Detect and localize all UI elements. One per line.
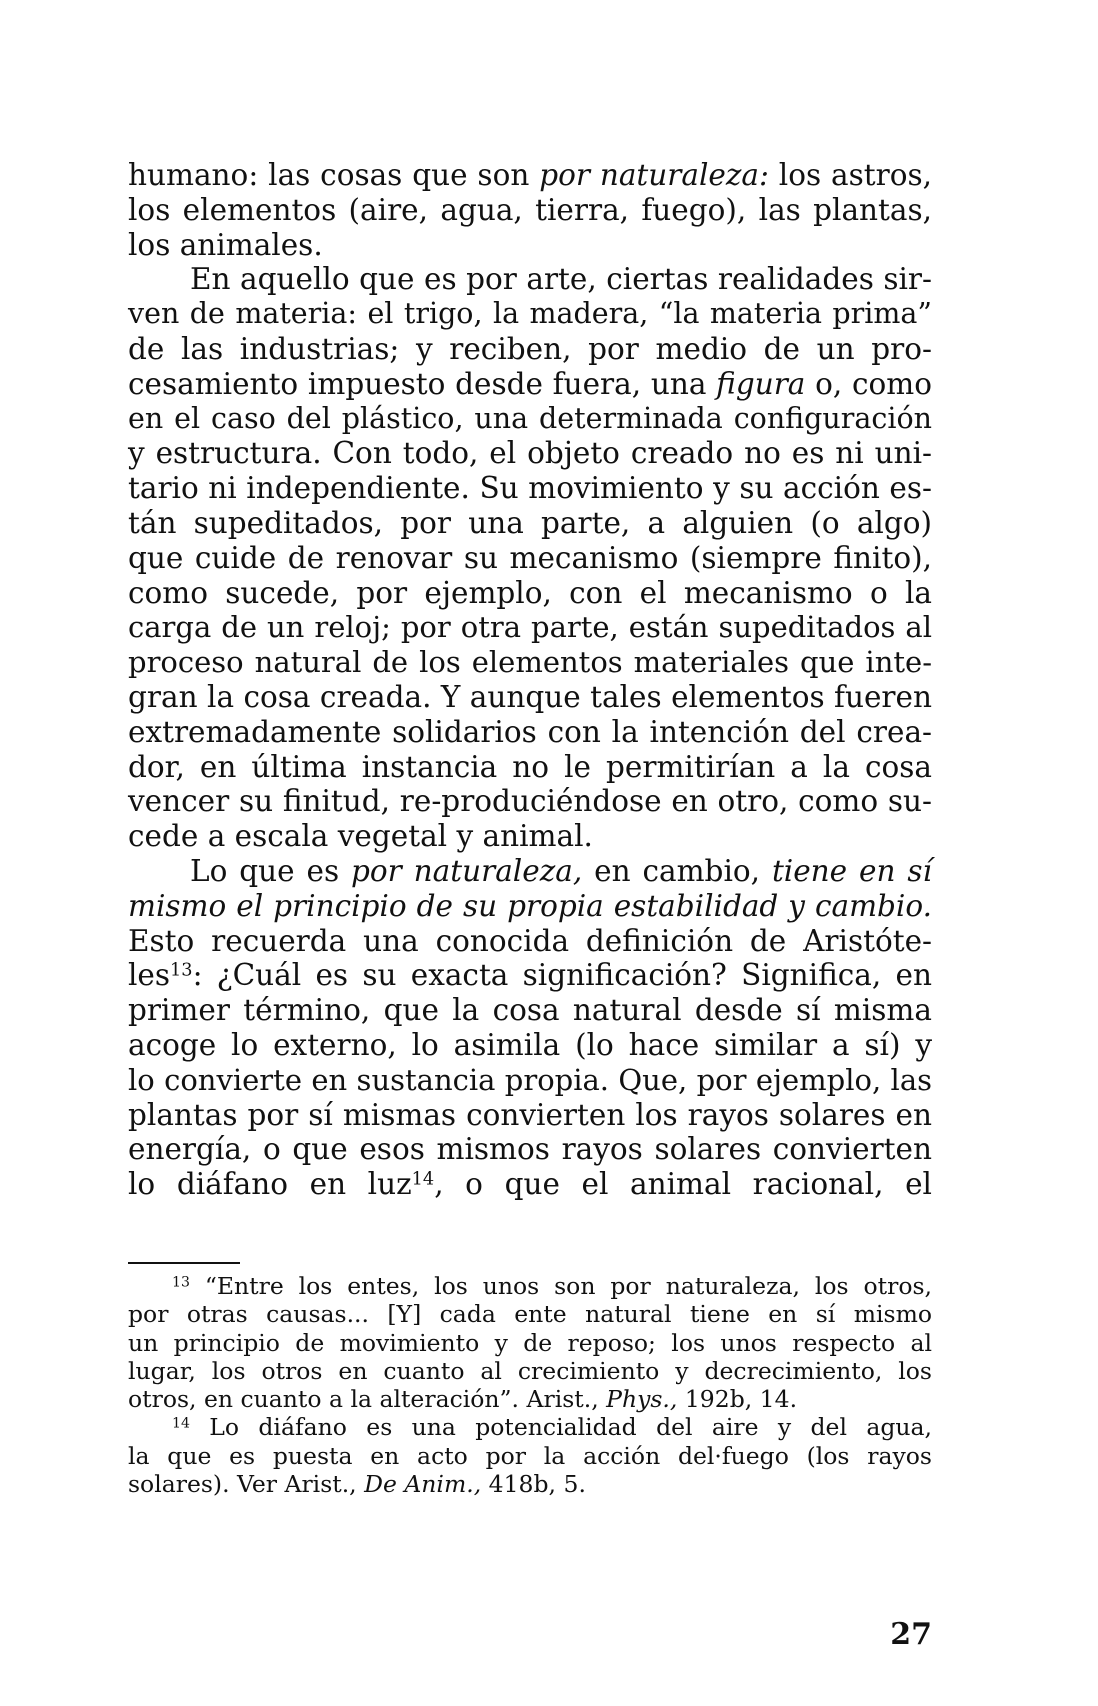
body-line <box>128 1132 932 1167</box>
text-segment: ven de materia: el trigo, la madera, “la materia prima” <box>128 297 932 331</box>
text-segment: lugar, los otros en cuanto al crecimiento y decrecimiento, los <box>128 1356 932 1385</box>
body-line <box>128 471 932 506</box>
footnote-separator-rule <box>128 1262 240 1264</box>
body-line <box>128 193 932 228</box>
text-segment: lo convierte en sustancia propia. Que, por ejemplo, las <box>128 1062 932 1097</box>
text-segment: en cambio, <box>582 853 772 888</box>
italic-text: por naturaleza, <box>351 853 583 888</box>
text-segment: En aquello que es por arte, ciertas realidades sir- <box>190 262 932 297</box>
italic-text: figura <box>716 366 806 401</box>
body-line <box>128 402 932 437</box>
footnote-line <box>128 1329 932 1357</box>
footnote-reference: 13 <box>172 1274 190 1291</box>
text-segment: por otras causas... [Y] cada ente natural tiene en sí mismo <box>128 1300 932 1329</box>
body-line <box>128 1167 932 1202</box>
italic-text: por naturaleza: <box>539 158 769 192</box>
body-line <box>128 610 932 645</box>
text-segment: vencer su finitud, re-produciéndose en otro, como su- <box>128 784 932 819</box>
footnote-reference: 13 <box>170 960 193 981</box>
body-line <box>128 680 932 715</box>
text-segment: cesamiento impuesto desde fuera, una <box>128 366 717 401</box>
text-segment: un principio de movimiento y de reposo; los unos respecto al <box>128 1328 932 1357</box>
body-line <box>128 297 932 332</box>
text-segment: que cuide de renovar su mecanismo (siempre finito), <box>128 540 932 575</box>
text-segment: gran la cosa creada. Y aunque tales elementos fueren <box>128 679 932 714</box>
body-line <box>128 332 932 367</box>
body-text <box>128 158 932 1202</box>
text-segment: 418b, 5. <box>481 1470 586 1499</box>
text-segment: otros, en cuanto a la alteración”. Arist., <box>128 1385 607 1414</box>
body-line <box>128 367 932 402</box>
text-segment: cede a escala vegetal y animal. <box>128 819 593 854</box>
body-line <box>128 889 932 924</box>
body-line <box>128 1063 932 1098</box>
text-segment: 192b, 14. <box>677 1385 798 1414</box>
text-segment: tán supeditados, por una parte, a alguien (o algo) <box>128 505 932 540</box>
text-segment: en el caso del plástico, una determinada configuración <box>128 401 932 435</box>
body-line <box>128 784 932 819</box>
footnote-line <box>128 1413 932 1441</box>
body-line <box>128 228 932 263</box>
text-segment: Esto recuerda una conocida definición de Aristóte- <box>128 923 932 958</box>
body-line <box>128 750 932 785</box>
body-line <box>128 854 932 889</box>
footnote-reference: 14 <box>172 1415 190 1432</box>
text-segment: les <box>128 958 171 993</box>
footnote-line <box>128 1385 932 1413</box>
text-segment: de las industrias; y reciben, por medio de un pro- <box>128 331 932 366</box>
body-line <box>128 541 932 576</box>
text-segment: “Entre los entes, los unos son por naturaleza, los otros, <box>189 1272 932 1300</box>
body-line <box>128 1028 932 1063</box>
text-segment: los animales. <box>128 227 323 262</box>
text-segment: lo diáfano en luz <box>128 1167 412 1202</box>
text-segment: solares). Ver Arist., <box>128 1470 365 1499</box>
text-segment: proceso natural de los elementos materiales que inte- <box>128 645 932 680</box>
footnote-line <box>128 1357 932 1385</box>
body-line <box>128 436 932 471</box>
body-line <box>128 262 932 297</box>
text-segment: los elementos (aire, agua, tierra, fuego), las plantas, <box>128 192 932 227</box>
body-line <box>128 576 932 611</box>
text-segment: : ¿Cuál es su exacta significación? Significa, en <box>192 958 932 993</box>
text-segment: plantas por sí mismas convierten los rayos solares en <box>128 1097 932 1132</box>
footnotes <box>128 1272 932 1498</box>
text-segment: dor, en última instancia no le permitirían a la cosa <box>128 749 932 784</box>
text-segment: carga de un reloj; por otra parte, están supeditados al <box>128 610 932 645</box>
text-segment: primer término, que la cosa natural desde sí misma <box>128 993 932 1028</box>
text-segment: la que es puesta en acto por la acción del·fuego (los rayos <box>128 1441 932 1470</box>
text-segment: como sucede, por ejemplo, con el mecanismo o la <box>128 575 932 610</box>
text-segment: Lo diáfano es una potencialidad del aire y del agua, <box>189 1413 932 1442</box>
body-line <box>128 958 932 993</box>
body-line <box>128 506 932 541</box>
text-segment: humano: las cosas que son <box>128 158 540 192</box>
text-segment: los astros, <box>768 158 932 192</box>
text-segment: y estructura. Con todo, el objeto creado no es ni uni- <box>128 436 932 471</box>
italic-text: De Anim., <box>364 1470 482 1499</box>
italic-text: Phys., <box>606 1385 678 1414</box>
text-segment: Lo que es <box>190 853 352 888</box>
footnote-line <box>128 1442 932 1470</box>
body-line <box>128 715 932 750</box>
footnote-line <box>128 1470 932 1498</box>
footnote-line <box>128 1272 932 1300</box>
italic-text: mismo el principio de su propia estabilidad y cambio. <box>128 888 932 923</box>
text-segment: tario ni independiente. Su movimiento y su acción es- <box>128 471 932 506</box>
body-line <box>128 819 932 854</box>
body-line <box>128 645 932 680</box>
text-segment: , o que el animal racional, el <box>434 1167 932 1202</box>
body-line <box>128 1098 932 1133</box>
body-line <box>128 158 932 193</box>
text-segment: o, como <box>805 366 932 401</box>
text-segment: energía, o que esos mismos rayos solares convierten <box>128 1132 932 1167</box>
page-number: 27 <box>890 1617 932 1652</box>
footnote-reference: 14 <box>411 1169 435 1190</box>
body-line <box>128 993 932 1028</box>
text-segment: extremadamente solidarios con la intención del crea- <box>128 714 932 749</box>
text-segment: acoge lo externo, lo asimila (lo hace similar a sí) y <box>128 1027 932 1062</box>
footnote-line <box>128 1300 932 1328</box>
italic-text: tiene en sí <box>771 853 932 888</box>
body-line <box>128 924 932 959</box>
